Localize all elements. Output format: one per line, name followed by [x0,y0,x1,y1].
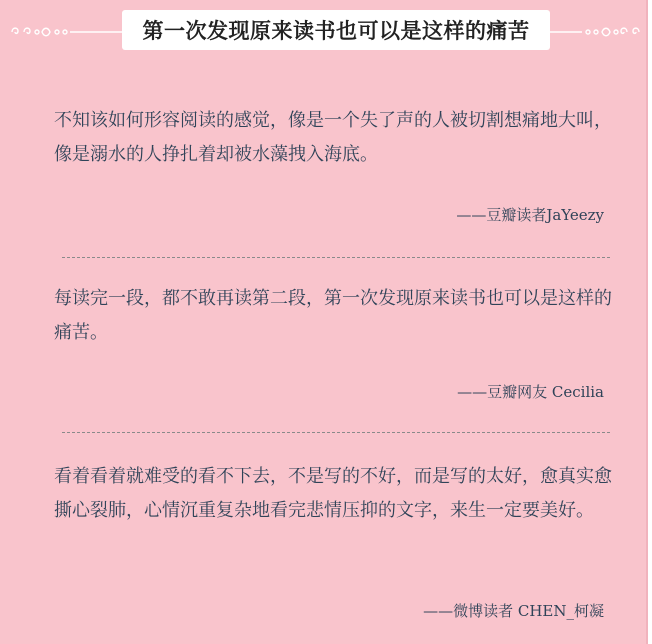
left-ornament-icon [10,24,125,40]
right-ornament-icon [530,24,642,40]
dashed-divider [62,432,610,433]
quote-attribution-2: ——豆瓣网友 Cecilia [457,383,604,401]
quote-text-1: 不知该如何形容阅读的感觉，像是一个失了声的人被切割想痛地大叫，像是溺水的人挣扎着却被水藻拽入海底。 [54,110,612,165]
page-title: 第一次发现原来读书也可以是这样的痛苦 [122,10,550,50]
quote-attribution-3: ——微博读者 CHEN_柯凝 [423,602,604,620]
quote-text-2: 每读完一段，都不敢再读第二段，第一次发现原来读书也可以是这样的痛苦。 [54,288,612,343]
quote-text-3: 看着看着就难受的看不下去，不是写的不好，而是写的太好，愈真实愈撕心裂肺，心情沉重复杂地看完悲情压抑的文字，来生一定要美好。 [54,466,612,521]
dashed-divider [62,257,610,258]
quote-attribution-1: ——豆瓣读者JaYeezy [456,206,604,224]
